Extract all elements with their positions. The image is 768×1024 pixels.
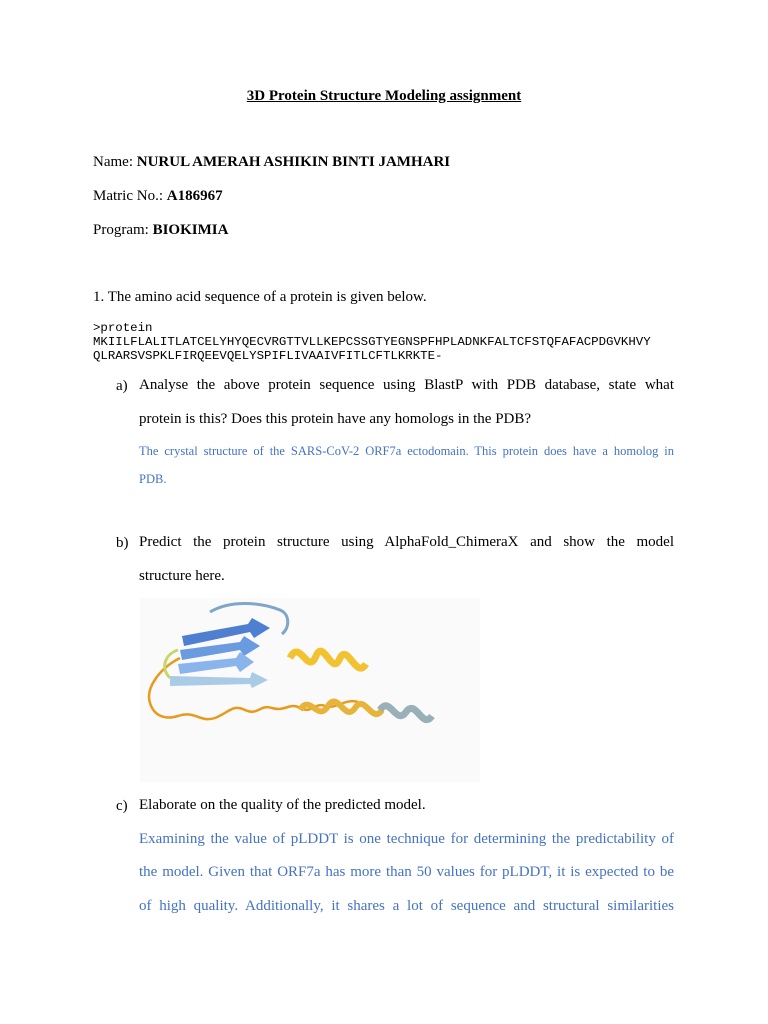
question-a-label: a) bbox=[116, 378, 128, 394]
program-field bbox=[93, 222, 228, 239]
question-a-line-2: protein is this? Does this protein have any homologs in the PDB? bbox=[139, 410, 532, 427]
program-label: Program: bbox=[93, 222, 153, 238]
question-1-text: 1. The amino acid sequence of a protein is given below. bbox=[93, 289, 427, 305]
document-title: 3D Protein Structure Modeling assignment bbox=[246, 88, 522, 104]
sequence-header: >protein bbox=[93, 321, 153, 335]
answer-a-line-1: The crystal structure of the SARS-CoV-2 ORF7a ectodomain. This protein does have a homolog in bbox=[139, 444, 674, 458]
question-b-label: b) bbox=[116, 535, 129, 551]
matric-value: A186967 bbox=[166, 188, 223, 204]
answer-c-line-3: of high quality. Additionally, it shares a lot of sequence and structural similarities bbox=[139, 897, 674, 914]
question-a-line-1: Analyse the above protein sequence using BlastP with PDB database, state what bbox=[139, 377, 674, 393]
name-field bbox=[93, 154, 450, 171]
answer-c-line-1: Examining the value of pLDDT is one technique for determining the predictability of bbox=[139, 830, 674, 847]
name-value: NURUL AMERAH ASHIKIN BINTI JAMHARI bbox=[136, 154, 451, 170]
sequence-line-1: MKIILFLALITLATCELYHYQECVRGTTVLLKEPCSSGTYEGNSPFHPLADNKFALTCFSTQFAFACPDGVKHVY bbox=[93, 335, 651, 349]
protein-model-image bbox=[140, 598, 480, 782]
question-b-line-2: structure here. bbox=[139, 567, 225, 584]
question-c-label: c) bbox=[116, 798, 128, 814]
sequence-line-2: QLRARSVSPKLFIRQEEVQELYSPIFLIVAAIVFITLCFTLKRKTE- bbox=[93, 349, 443, 363]
answer-a-line-2: PDB. bbox=[139, 472, 167, 486]
program-value: BIOKIMIA bbox=[152, 222, 229, 238]
protein-sequence bbox=[93, 321, 651, 363]
name-label: Name: bbox=[93, 154, 137, 170]
matric-label: Matric No.: bbox=[93, 188, 167, 204]
answer-c-line-2: the model. Given that ORF7a has more than 50 values for pLDDT, it is expected to be bbox=[139, 864, 674, 880]
question-b-line-1: Predict the protein structure using AlphaFold_ChimeraX and show the model bbox=[139, 534, 674, 550]
matric-field bbox=[93, 188, 223, 205]
question-c-line-1: Elaborate on the quality of the predicted model. bbox=[139, 797, 426, 813]
protein-ribbon-model bbox=[140, 598, 480, 782]
